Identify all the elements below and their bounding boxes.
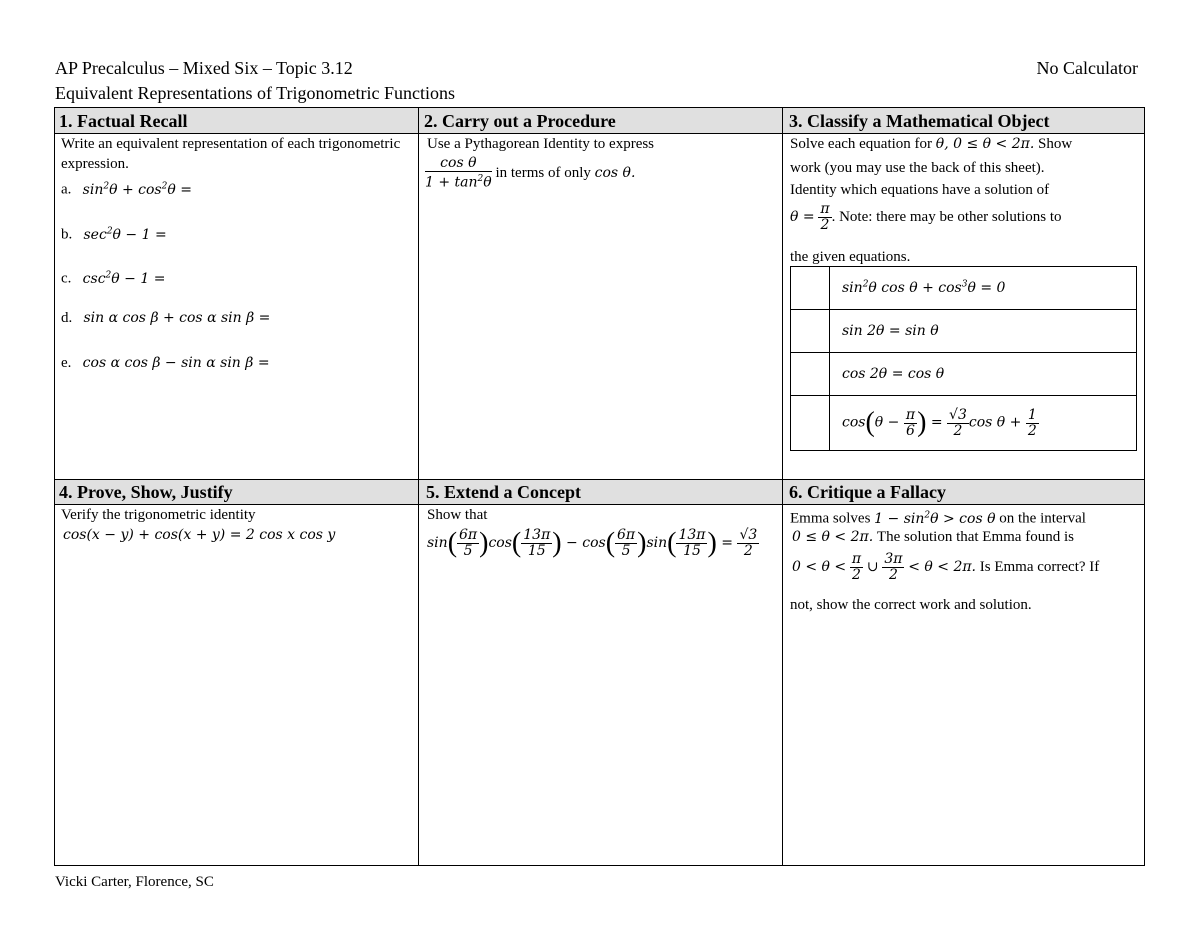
- worksheet-title: AP Precalculus – Mixed Six – Topic 3.12: [55, 58, 353, 78]
- cell-5-expression: sin( $\frac{6\pi}{5}$ )cos( $\frac{13\pi}{15}$ ) − cos( $\frac{6\pi}{5}$ )sin( $\frac{13\pi}{15}$ ) = $\frac{√3}{2}$: [427, 527, 758, 559]
- cell-5-line1: Show that: [427, 507, 488, 523]
- cell-3-line4: θ = $\frac{\pi}{2}$ . Note: there may be other solutions to: [790, 201, 1062, 233]
- cell-1-title: 1. Factual Recall: [59, 111, 188, 131]
- table-row: [791, 353, 1137, 396]
- cell-2-title: 2. Carry out a Procedure: [424, 111, 616, 131]
- item-a: a. $\sin^2\theta + \cos^2\theta$ =: [61, 181, 192, 198]
- answer-box-3[interactable]: [791, 353, 830, 396]
- table-row: [791, 267, 1137, 310]
- author-credit: Vicki Carter, Florence, SC: [55, 874, 214, 890]
- table-row: [791, 310, 1137, 353]
- no-calculator-label: No Calculator: [1036, 58, 1138, 78]
- cell-2-line1: Use a Pythagorean Identity to express: [427, 136, 655, 152]
- cell-2-expression: $\frac{\text{cos θ}}{1 + \tan^2\theta}$ in terms of only cos θ.: [425, 155, 636, 191]
- item-e: e. cos α cos β − sin α sin β =: [61, 355, 270, 371]
- task-grid: [54, 107, 1145, 866]
- cell-6-line3: 0 < θ < $\frac{\pi}{2}$ ∪ $\frac{3\pi}{2}$ < θ < 2π. Is Emma correct? If: [792, 551, 1100, 583]
- cell-6-title: 6. Critique a Fallacy: [789, 482, 946, 502]
- table-row: [791, 396, 1137, 451]
- cell-6-line1: Emma solves $1 - \sin^2\theta > \cos \theta$ on the interval: [790, 510, 1086, 527]
- cell-1-intro: Write an equivalent representation of each trigonometric expression.: [61, 136, 401, 172]
- cell-4-identity: cos(x − y) + cos(x + y) = 2 cos x cos y: [63, 527, 336, 543]
- cell-3-line3: Identity which equations have a solution of: [790, 182, 1050, 198]
- equation-4: cos(θ − $\frac{\pi}{6}$ ) = $\frac{√3}{2}$ cos θ + $\frac{1}{2}$: [830, 396, 1137, 451]
- worksheet-subtitle: Equivalent Representations of Trigonometric Functions: [55, 83, 455, 103]
- equation-1: $\sin^2\theta$ $\cos \theta + \cos^3\theta = 0$: [830, 267, 1137, 310]
- cell-4-line1: Verify the trigonometric identity: [61, 507, 256, 523]
- item-b: b. $\sec^2\theta - 1$ =: [61, 226, 167, 243]
- item-c: c. $\csc^2\theta - 1$ =: [61, 270, 166, 287]
- cell-3-title: 3. Classify a Mathematical Object: [789, 111, 1050, 131]
- cell-3-line1: Solve each equation for θ, 0 ≤ θ < 2π. Show: [790, 136, 1073, 152]
- cell-5-title: 5. Extend a Concept: [426, 482, 582, 502]
- cell-3-line5: the given equations.: [790, 249, 911, 265]
- cell-6-line4: not, show the correct work and solution.: [790, 597, 1032, 613]
- equation-3: cos 2θ = cos θ: [830, 353, 1137, 396]
- answer-box-4[interactable]: [791, 396, 830, 451]
- cell-6-line2: 0 ≤ θ < 2π. The solution that Emma found is: [792, 529, 1074, 545]
- cell-4-title: 4. Prove, Show, Justify: [59, 482, 233, 502]
- answer-box-2[interactable]: [791, 310, 830, 353]
- equation-table: [790, 266, 1137, 451]
- item-d: d. sin α cos β + cos α sin β =: [61, 310, 271, 326]
- equation-2: sin 2θ = sin θ: [830, 310, 1137, 353]
- answer-box-1[interactable]: [791, 267, 830, 310]
- cell-3-line2: work (you may use the back of this sheet).: [790, 160, 1045, 176]
